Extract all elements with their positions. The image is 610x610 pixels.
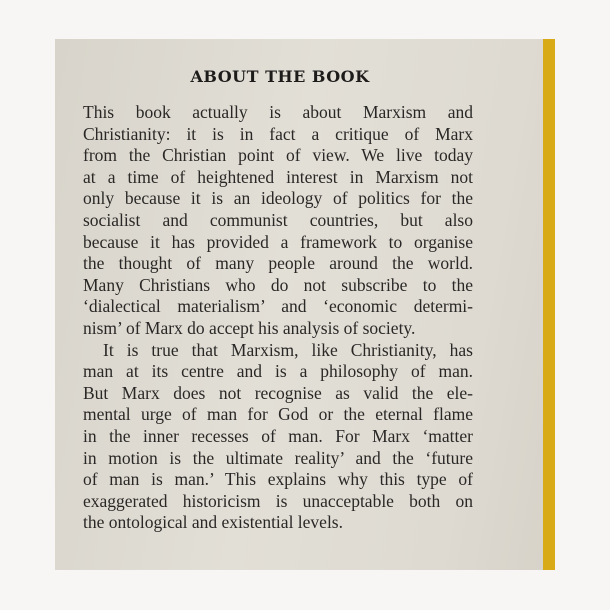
text-line: socialist and communist countries, but also <box>83 209 473 230</box>
yellow-cover-edge <box>543 39 555 570</box>
page-body <box>83 102 473 534</box>
text-line: from the Christian point of view. We live today <box>83 145 473 166</box>
text-line: Many Christians who do not subscribe to the <box>83 274 473 295</box>
text-line: mental urge of man for God or the eternal flame <box>83 404 473 425</box>
text-line: at a time of heightened interest in Marxism not <box>83 166 473 187</box>
text-line: ‘dialectical materialism’ and ‘economic determi- <box>83 296 473 317</box>
text-line: exaggerated historicism is unacceptable both on <box>83 490 473 511</box>
text-line: nism’ of Marx do accept his analysis of society. <box>83 317 416 338</box>
text-line: Christianity: it is in fact a critique of Marx <box>83 123 473 144</box>
text-line: It is true that Marxism, like Christianity, has <box>103 339 473 360</box>
text-line: the ontological and existential levels. <box>83 512 343 533</box>
text-line: in the inner recesses of man. For Marx ‘matter <box>83 425 473 446</box>
text-line: This book actually is about Marxism and <box>83 102 473 122</box>
text-line: only because it is an ideology of politics for the <box>83 188 473 209</box>
text-line: But Marx does not recognise as valid the ele- <box>83 382 473 403</box>
text-line: the thought of many people around the world. <box>83 253 473 274</box>
text-line: in motion is the ultimate reality’ and the ‘future <box>83 447 473 468</box>
book-page <box>55 39 555 570</box>
text-line: man at its centre and is a philosophy of man. <box>83 361 473 382</box>
page-title: ABOUT THE BOOK <box>190 67 370 86</box>
text-line: because it has provided a framework to organise <box>83 231 473 252</box>
text-line: of man is man.’ This explains why this type of <box>83 469 473 490</box>
